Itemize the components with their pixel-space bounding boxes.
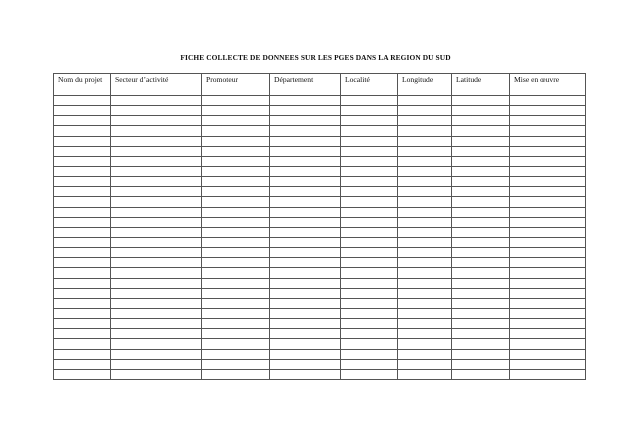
- form-title: FICHE COLLECTE DE DONNEES SUR LES PGES DANS LA REGION DU SUD: [180, 53, 451, 62]
- table-cell: [111, 248, 202, 258]
- table-cell: [111, 308, 202, 318]
- table-cell: [452, 237, 510, 247]
- table-cell: [452, 166, 510, 176]
- table-cell: [398, 166, 452, 176]
- table-cell: [341, 146, 398, 156]
- table-cell: [510, 339, 586, 349]
- table-cell: [452, 319, 510, 329]
- table-cell: [398, 319, 452, 329]
- table-cell: [510, 116, 586, 126]
- table-cell: [452, 217, 510, 227]
- column-header-localite: Localité: [341, 74, 398, 96]
- table-cell: [398, 258, 452, 268]
- column-header-longitude: Longitude: [398, 74, 452, 96]
- table-cell: [270, 116, 341, 126]
- table-cell: [341, 369, 398, 379]
- table-row: [54, 187, 586, 197]
- table-cell: [111, 227, 202, 237]
- table-cell: [54, 156, 111, 166]
- table-cell: [202, 187, 270, 197]
- table-cell: [510, 329, 586, 339]
- table-cell: [341, 156, 398, 166]
- table-cell: [270, 278, 341, 288]
- table-cell: [452, 248, 510, 258]
- table-cell: [54, 298, 111, 308]
- table-cell: [341, 166, 398, 176]
- table-cell: [202, 308, 270, 318]
- table-cell: [341, 106, 398, 116]
- table-cell: [111, 187, 202, 197]
- table-cell: [398, 248, 452, 258]
- table-cell: [54, 207, 111, 217]
- table-cell: [398, 268, 452, 278]
- table-cell: [54, 349, 111, 359]
- table-cell: [452, 136, 510, 146]
- table-cell: [452, 258, 510, 268]
- table-cell: [202, 207, 270, 217]
- table-cell: [452, 369, 510, 379]
- table-cell: [111, 126, 202, 136]
- table-cell: [510, 197, 586, 207]
- table-cell: [202, 166, 270, 176]
- table-cell: [270, 207, 341, 217]
- table-cell: [341, 96, 398, 106]
- table-cell: [111, 349, 202, 359]
- table-cell: [341, 288, 398, 298]
- table-row: [54, 308, 586, 318]
- table-cell: [54, 339, 111, 349]
- table-cell: [111, 298, 202, 308]
- table-cell: [341, 298, 398, 308]
- table-cell: [341, 278, 398, 288]
- table-row: [54, 136, 586, 146]
- header-row: [54, 74, 586, 96]
- table-cell: [202, 197, 270, 207]
- table-cell: [202, 217, 270, 227]
- table-cell: [54, 227, 111, 237]
- table-cell: [111, 339, 202, 349]
- table-cell: [452, 187, 510, 197]
- table-cell: [398, 349, 452, 359]
- table-cell: [452, 298, 510, 308]
- table-cell: [341, 136, 398, 146]
- table-body: [54, 96, 586, 380]
- table-cell: [398, 96, 452, 106]
- table-cell: [270, 237, 341, 247]
- table-cell: [398, 329, 452, 339]
- table-row: [54, 349, 586, 359]
- table-cell: [398, 298, 452, 308]
- table-cell: [54, 187, 111, 197]
- table-row: [54, 116, 586, 126]
- table-row: [54, 298, 586, 308]
- table-cell: [398, 177, 452, 187]
- table-cell: [54, 258, 111, 268]
- table-cell: [111, 288, 202, 298]
- column-header-departement: Département: [270, 74, 341, 96]
- table-cell: [398, 278, 452, 288]
- table-row: [54, 177, 586, 187]
- table-cell: [270, 217, 341, 227]
- table-cell: [54, 177, 111, 187]
- table-cell: [341, 187, 398, 197]
- table-cell: [341, 359, 398, 369]
- table-cell: [398, 156, 452, 166]
- table-cell: [111, 177, 202, 187]
- table-cell: [270, 288, 341, 298]
- table-cell: [341, 227, 398, 237]
- table-cell: [270, 298, 341, 308]
- table-cell: [341, 308, 398, 318]
- table-cell: [452, 126, 510, 136]
- table-cell: [398, 187, 452, 197]
- table-cell: [54, 197, 111, 207]
- column-header-nom-du-projet: Nom du projet: [54, 74, 111, 96]
- table-row: [54, 258, 586, 268]
- table-cell: [270, 136, 341, 146]
- table-cell: [270, 308, 341, 318]
- table-cell: [341, 258, 398, 268]
- table-row: [54, 237, 586, 247]
- table-cell: [452, 146, 510, 156]
- table-cell: [452, 96, 510, 106]
- table-cell: [270, 248, 341, 258]
- table-cell: [202, 369, 270, 379]
- table-cell: [202, 96, 270, 106]
- table-cell: [270, 258, 341, 268]
- table-cell: [54, 106, 111, 116]
- table-cell: [270, 329, 341, 339]
- table-cell: [398, 339, 452, 349]
- table-cell: [341, 339, 398, 349]
- table-cell: [510, 298, 586, 308]
- table-cell: [510, 146, 586, 156]
- table-row: [54, 288, 586, 298]
- table-cell: [111, 166, 202, 176]
- table-cell: [111, 197, 202, 207]
- table-cell: [510, 248, 586, 258]
- data-collection-table: [53, 73, 586, 380]
- table-cell: [452, 359, 510, 369]
- column-header-promoteur: Promoteur: [202, 74, 270, 96]
- table-cell: [510, 96, 586, 106]
- table-cell: [398, 126, 452, 136]
- table-cell: [111, 136, 202, 146]
- table-row: [54, 319, 586, 329]
- table-cell: [510, 359, 586, 369]
- table-row: [54, 217, 586, 227]
- table-cell: [111, 278, 202, 288]
- table-row: [54, 96, 586, 106]
- table-cell: [202, 227, 270, 237]
- table-cell: [510, 136, 586, 146]
- table-cell: [270, 96, 341, 106]
- column-header-latitude: Latitude: [452, 74, 510, 96]
- table-cell: [452, 106, 510, 116]
- table-cell: [452, 227, 510, 237]
- table-cell: [341, 329, 398, 339]
- table-cell: [54, 146, 111, 156]
- table-cell: [111, 96, 202, 106]
- table-cell: [202, 116, 270, 126]
- table-cell: [452, 349, 510, 359]
- table-cell: [202, 136, 270, 146]
- table-cell: [341, 177, 398, 187]
- table-cell: [54, 217, 111, 227]
- table-cell: [398, 369, 452, 379]
- table-cell: [398, 308, 452, 318]
- table-cell: [510, 227, 586, 237]
- table-cell: [452, 329, 510, 339]
- table-cell: [54, 166, 111, 176]
- table-cell: [398, 217, 452, 227]
- table-cell: [510, 349, 586, 359]
- table-cell: [202, 248, 270, 258]
- table-row: [54, 359, 586, 369]
- table-cell: [270, 166, 341, 176]
- table-cell: [111, 217, 202, 227]
- table-cell: [202, 156, 270, 166]
- table-cell: [270, 146, 341, 156]
- table-cell: [54, 359, 111, 369]
- table-cell: [270, 126, 341, 136]
- table-cell: [398, 237, 452, 247]
- table-row: [54, 227, 586, 237]
- table-cell: [202, 298, 270, 308]
- table-row: [54, 146, 586, 156]
- table-cell: [510, 319, 586, 329]
- table-cell: [510, 258, 586, 268]
- table-cell: [452, 278, 510, 288]
- table-cell: [510, 106, 586, 116]
- table-row: [54, 126, 586, 136]
- table-cell: [202, 177, 270, 187]
- table-cell: [510, 156, 586, 166]
- table-row: [54, 369, 586, 379]
- table-cell: [202, 329, 270, 339]
- table-row: [54, 106, 586, 116]
- table-cell: [398, 146, 452, 156]
- table-row: [54, 329, 586, 339]
- table-cell: [111, 359, 202, 369]
- table-cell: [510, 278, 586, 288]
- table-cell: [54, 329, 111, 339]
- table-cell: [111, 116, 202, 126]
- table-cell: [202, 319, 270, 329]
- table-cell: [111, 146, 202, 156]
- table-cell: [341, 237, 398, 247]
- table-cell: [202, 349, 270, 359]
- table-cell: [510, 268, 586, 278]
- table-cell: [270, 319, 341, 329]
- table-cell: [202, 126, 270, 136]
- table-cell: [398, 288, 452, 298]
- table-cell: [452, 308, 510, 318]
- table-cell: [398, 207, 452, 217]
- table-cell: [510, 369, 586, 379]
- table-cell: [270, 156, 341, 166]
- table-cell: [510, 207, 586, 217]
- table-cell: [398, 136, 452, 146]
- table-cell: [341, 268, 398, 278]
- table-cell: [202, 339, 270, 349]
- table-cell: [452, 339, 510, 349]
- table-cell: [398, 359, 452, 369]
- table-cell: [54, 248, 111, 258]
- table-cell: [341, 126, 398, 136]
- column-header-mise-en-oeuvre: Mise en œuvre: [510, 74, 586, 96]
- table-cell: [202, 106, 270, 116]
- table-cell: [54, 369, 111, 379]
- table-cell: [452, 156, 510, 166]
- table-cell: [54, 126, 111, 136]
- table-cell: [202, 237, 270, 247]
- table-cell: [510, 166, 586, 176]
- table-cell: [270, 369, 341, 379]
- table-cell: [54, 308, 111, 318]
- table-cell: [510, 288, 586, 298]
- table-cell: [270, 227, 341, 237]
- table-cell: [341, 197, 398, 207]
- table-cell: [398, 197, 452, 207]
- table-cell: [54, 268, 111, 278]
- table-cell: [341, 116, 398, 126]
- table-cell: [341, 207, 398, 217]
- table-cell: [398, 116, 452, 126]
- table-cell: [111, 258, 202, 268]
- table-cell: [341, 248, 398, 258]
- table-cell: [270, 177, 341, 187]
- table-cell: [111, 237, 202, 247]
- table-row: [54, 248, 586, 258]
- table-cell: [111, 329, 202, 339]
- table-cell: [270, 359, 341, 369]
- table-cell: [111, 207, 202, 217]
- table-cell: [452, 268, 510, 278]
- table-cell: [398, 227, 452, 237]
- table-cell: [452, 116, 510, 126]
- table-cell: [202, 359, 270, 369]
- table-cell: [398, 106, 452, 116]
- table-cell: [510, 187, 586, 197]
- table-cell: [270, 339, 341, 349]
- table-cell: [510, 237, 586, 247]
- table-row: [54, 156, 586, 166]
- table-cell: [452, 177, 510, 187]
- table-cell: [202, 288, 270, 298]
- table-row: [54, 278, 586, 288]
- table-cell: [111, 106, 202, 116]
- table-cell: [510, 126, 586, 136]
- table-cell: [270, 349, 341, 359]
- table-cell: [111, 319, 202, 329]
- table-cell: [54, 319, 111, 329]
- table-cell: [452, 197, 510, 207]
- table-cell: [111, 268, 202, 278]
- table-cell: [341, 319, 398, 329]
- table-cell: [54, 288, 111, 298]
- table-cell: [341, 349, 398, 359]
- table-cell: [270, 268, 341, 278]
- table-row: [54, 166, 586, 176]
- table-row: [54, 339, 586, 349]
- table-cell: [510, 177, 586, 187]
- table-cell: [54, 237, 111, 247]
- table-cell: [270, 187, 341, 197]
- table-cell: [111, 156, 202, 166]
- table-cell: [54, 278, 111, 288]
- table-cell: [270, 106, 341, 116]
- table-cell: [202, 278, 270, 288]
- table-cell: [54, 116, 111, 126]
- table-cell: [341, 217, 398, 227]
- table-row: [54, 207, 586, 217]
- table-row: [54, 197, 586, 207]
- table-cell: [202, 146, 270, 156]
- table-cell: [54, 136, 111, 146]
- table-cell: [510, 308, 586, 318]
- table-cell: [452, 288, 510, 298]
- table-cell: [202, 268, 270, 278]
- table-cell: [54, 96, 111, 106]
- table-row: [54, 268, 586, 278]
- table-cell: [510, 217, 586, 227]
- table-cell: [202, 258, 270, 268]
- table-cell: [270, 197, 341, 207]
- table-cell: [452, 207, 510, 217]
- table-cell: [111, 369, 202, 379]
- column-header-secteur-activite: Secteur d’activité: [111, 74, 202, 96]
